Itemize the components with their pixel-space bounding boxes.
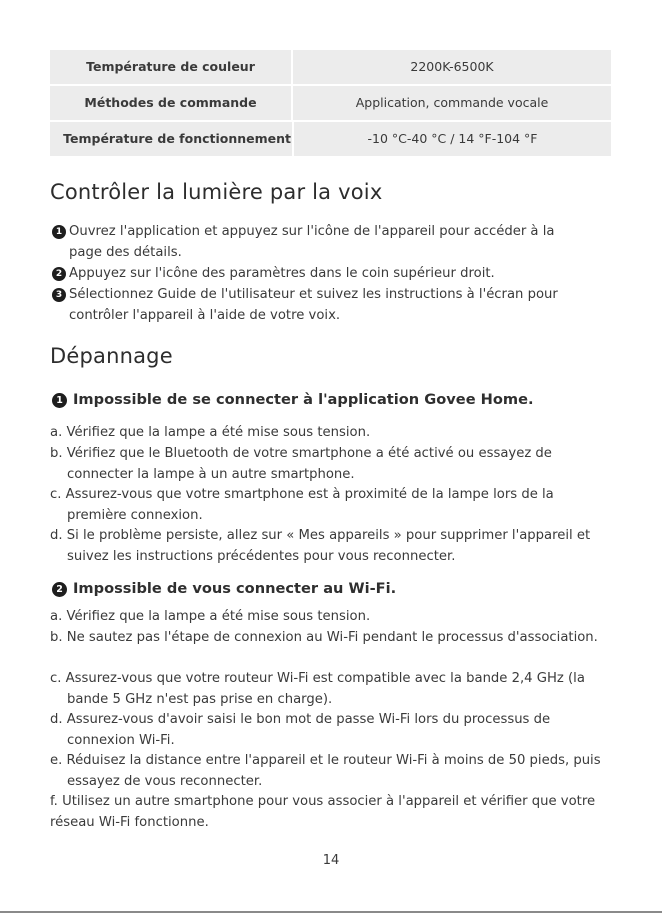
issue-number-badge: 2 xyxy=(52,582,67,597)
step-text: Appuyez sur l'icône des paramètres dans le coin supérieur droit. xyxy=(69,266,495,281)
spec-label: Température de fonctionnement xyxy=(63,131,291,146)
spec-label: Température de couleur xyxy=(86,59,255,74)
issue-title: Impossible de vous connecter au Wi-Fi. xyxy=(73,580,397,597)
step-text: Ouvrez l'application et appuyez sur l'icône de l'appareil pour accéder à la xyxy=(69,224,555,239)
list-item: a. Vérifiez que la lampe a été mise sous tension. xyxy=(50,609,371,624)
step-text-continued: contrôler l'appareil à l'aide de votre voix. xyxy=(69,307,341,323)
step-number-badge: 1 xyxy=(52,225,66,239)
list-item: c. Assurez-vous que votre routeur Wi-Fi est compatible avec la bande 2,4 GHz (la bande 5 GHz n'est pas prise en charge). xyxy=(50,671,585,707)
issue-app-connection-heading xyxy=(52,391,534,408)
list-item: f. Utilisez un autre smartphone pour vous associer à l'appareil et vérifier que votre réseau Wi-Fi fonctionne. xyxy=(50,794,596,830)
step-number-badge: 2 xyxy=(52,267,66,281)
spec-value: -10 °C-40 °C / 14 °F-104 °F xyxy=(367,131,538,146)
spec-value: Application, commande vocale xyxy=(355,95,549,110)
step-text: Sélectionnez Guide de l'utilisateur et suivez les instructions à l'écran pour xyxy=(69,287,558,302)
spec-row-control-methods xyxy=(50,86,611,120)
voice-control-heading: Contrôler la lumière par la voix xyxy=(50,180,383,204)
bottom-divider xyxy=(0,911,662,913)
list-item: c. Assurez-vous que votre smartphone est à proximité de la lampe lors de la première connexion. xyxy=(50,487,554,523)
spec-row-color-temperature xyxy=(50,50,611,84)
list-item: b. Vérifiez que le Bluetooth de votre smartphone a été activé ou essayez de connecter la lampe à un autre smartphone. xyxy=(50,446,552,482)
list-item: d. Si le problème persiste, allez sur « Mes appareils » pour supprimer l'appareil et suivez les instructions précédentes pour vous reconnecter. xyxy=(50,528,591,564)
voice-step-2 xyxy=(52,264,612,285)
spec-label: Méthodes de commande xyxy=(84,95,257,110)
issue-wifi-connection-heading xyxy=(52,580,396,597)
list-item: e. Réduisez la distance entre l'appareil et le routeur Wi-Fi à moins de 50 pieds, puis essayez de vous reconnecter. xyxy=(50,753,601,789)
list-item: b. Ne sautez pas l'étape de connexion au Wi-Fi pendant le processus d'association. xyxy=(50,630,598,645)
voice-step-3 xyxy=(52,285,612,327)
spec-row-operating-temperature xyxy=(50,122,611,156)
page-number: 14 xyxy=(322,853,340,868)
list-item: a. Vérifiez que la lampe a été mise sous tension. xyxy=(50,425,371,440)
step-text-continued: page des détails. xyxy=(69,244,182,260)
voice-step-1 xyxy=(52,222,612,264)
issue-number-badge: 1 xyxy=(52,393,67,408)
step-number-badge: 3 xyxy=(52,288,66,302)
spec-value: 2200K-6500K xyxy=(410,59,494,74)
issue-title: Impossible de se connecter à l'application Govee Home. xyxy=(73,391,534,408)
list-item: d. Assurez-vous d'avoir saisi le bon mot de passe Wi-Fi lors du processus de connexion Wi-Fi. xyxy=(50,712,551,748)
spec-table xyxy=(50,50,611,158)
troubleshooting-heading: Dépannage xyxy=(50,344,173,368)
